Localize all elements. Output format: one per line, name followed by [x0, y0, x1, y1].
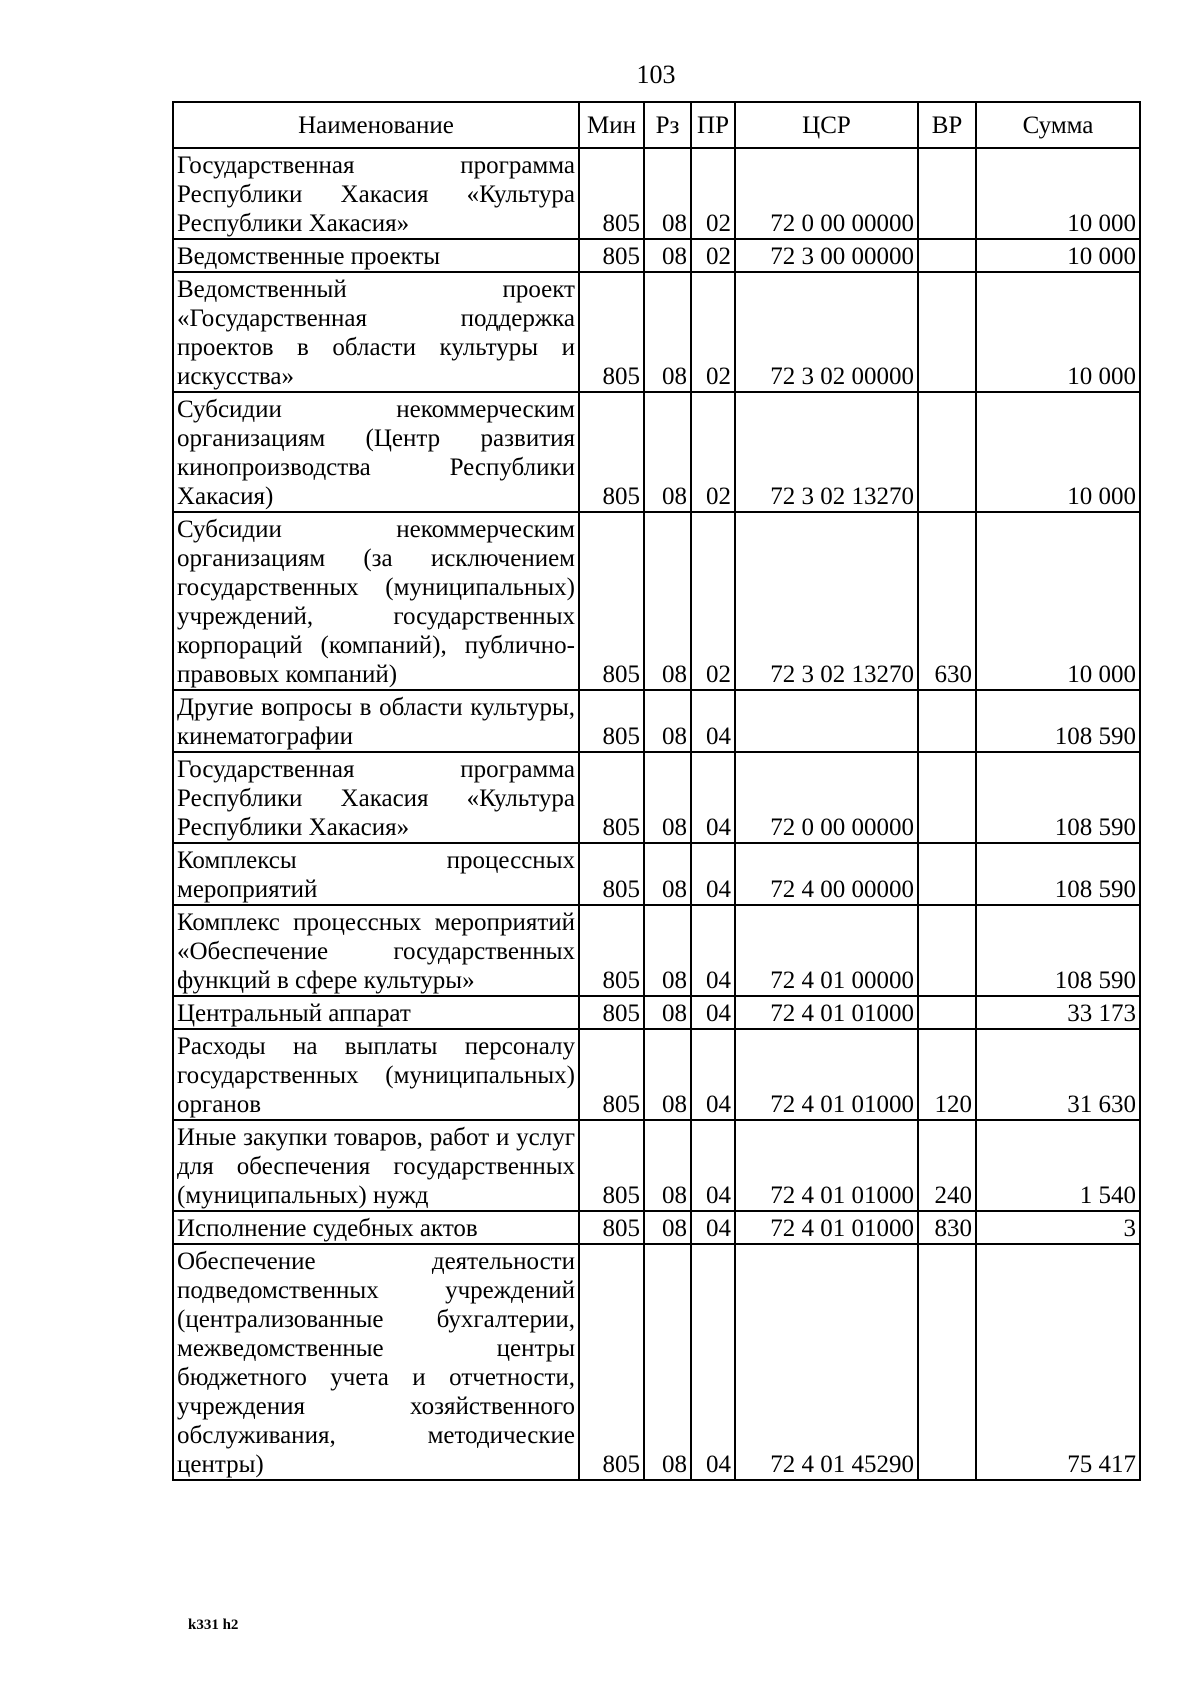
cell-rz: 08	[644, 1211, 691, 1244]
cell-pr: 04	[691, 752, 735, 843]
cell-csr: 72 4 00 00000	[735, 843, 918, 905]
cell-name: Государственная программа Республики Хакасия «Культура Республики Хакасия»	[173, 148, 579, 239]
cell-rz: 08	[644, 752, 691, 843]
cell-sum: 10 000	[976, 512, 1140, 690]
cell-sum: 108 590	[976, 690, 1140, 752]
cell-pr: 04	[691, 1244, 735, 1480]
cell-vr	[918, 843, 976, 905]
cell-rz: 08	[644, 905, 691, 996]
table-row	[173, 1029, 1140, 1120]
cell-csr: 72 0 00 00000	[735, 148, 918, 239]
header-rz: Рз	[644, 102, 691, 148]
cell-pr: 04	[691, 905, 735, 996]
cell-sum: 10 000	[976, 272, 1140, 392]
cell-pr: 02	[691, 148, 735, 239]
cell-pr: 04	[691, 843, 735, 905]
table-row	[173, 690, 1140, 752]
table-header-row	[173, 102, 1140, 148]
table-row	[173, 1244, 1140, 1480]
cell-vr	[918, 239, 976, 272]
cell-pr: 02	[691, 239, 735, 272]
cell-rz: 08	[644, 392, 691, 512]
cell-csr: 72 4 01 01000	[735, 1029, 918, 1120]
table-row	[173, 996, 1140, 1029]
cell-sum: 108 590	[976, 752, 1140, 843]
header-name: Наименование	[173, 102, 579, 148]
cell-name: Расходы на выплаты персоналу государственных (муниципальных) органов	[173, 1029, 579, 1120]
cell-pr: 04	[691, 1211, 735, 1244]
header-pr: ПР	[691, 102, 735, 148]
footer-code: k331 h2	[188, 1617, 239, 1633]
cell-name: Субсидии некоммерческим организациям (Центр развития кинопроизводства Республики Хакасия)	[173, 392, 579, 512]
cell-name: Субсидии некоммерческим организациям (за исключением государственных (муниципальных) учреждений, государственных корпораций (компаний), публично-правовых компаний)	[173, 512, 579, 690]
cell-csr: 72 4 01 01000	[735, 996, 918, 1029]
table-row	[173, 392, 1140, 512]
table-row	[173, 752, 1140, 843]
cell-pr: 04	[691, 1120, 735, 1211]
cell-pr: 02	[691, 272, 735, 392]
cell-sum: 3	[976, 1211, 1140, 1244]
table-row	[173, 905, 1140, 996]
cell-sum: 108 590	[976, 905, 1140, 996]
cell-vr	[918, 272, 976, 392]
cell-vr: 120	[918, 1029, 976, 1120]
cell-vr	[918, 690, 976, 752]
cell-pr: 04	[691, 996, 735, 1029]
cell-name: Другие вопросы в области культуры, кинематографии	[173, 690, 579, 752]
cell-name: Центральный аппарат	[173, 996, 579, 1029]
cell-csr: 72 3 00 00000	[735, 239, 918, 272]
cell-csr: 72 4 01 00000	[735, 905, 918, 996]
cell-vr	[918, 1244, 976, 1480]
cell-min: 805	[579, 690, 644, 752]
cell-rz: 08	[644, 690, 691, 752]
page-number: 103	[636, 60, 676, 89]
cell-sum: 108 590	[976, 843, 1140, 905]
cell-min: 805	[579, 905, 644, 996]
cell-sum: 31 630	[976, 1029, 1140, 1120]
cell-rz: 08	[644, 1029, 691, 1120]
cell-min: 805	[579, 752, 644, 843]
cell-sum: 10 000	[976, 239, 1140, 272]
budget-table	[172, 101, 1141, 1481]
cell-rz: 08	[644, 512, 691, 690]
cell-rz: 08	[644, 239, 691, 272]
table-row	[173, 239, 1140, 272]
cell-rz: 08	[644, 1120, 691, 1211]
header-csr: ЦСР	[735, 102, 918, 148]
cell-sum: 10 000	[976, 148, 1140, 239]
cell-pr: 04	[691, 690, 735, 752]
cell-sum: 1 540	[976, 1120, 1140, 1211]
cell-rz: 08	[644, 1244, 691, 1480]
cell-pr: 02	[691, 392, 735, 512]
cell-rz: 08	[644, 843, 691, 905]
cell-csr: 72 4 01 01000	[735, 1211, 918, 1244]
cell-pr: 02	[691, 512, 735, 690]
cell-min: 805	[579, 1244, 644, 1480]
cell-min: 805	[579, 272, 644, 392]
cell-name: Комплекс процессных мероприятий «Обеспечение государственных функций в сфере культуры»	[173, 905, 579, 996]
table-row	[173, 272, 1140, 392]
cell-vr: 830	[918, 1211, 976, 1244]
cell-csr	[735, 690, 918, 752]
cell-sum: 10 000	[976, 392, 1140, 512]
cell-name: Обеспечение деятельности подведомственных учреждений (централизованные бухгалтерии, межведомственные центры бюджетного учета и отчетности, учреждения хозяйственного обслуживания, методические центры)	[173, 1244, 579, 1480]
cell-vr	[918, 148, 976, 239]
cell-vr	[918, 996, 976, 1029]
cell-csr: 72 3 02 00000	[735, 272, 918, 392]
cell-min: 805	[579, 512, 644, 690]
cell-name: Ведомственный проект «Государственная поддержка проектов в области культуры и искусства»	[173, 272, 579, 392]
cell-vr: 630	[918, 512, 976, 690]
cell-min: 805	[579, 239, 644, 272]
cell-vr	[918, 392, 976, 512]
cell-name: Государственная программа Республики Хакасия «Культура Республики Хакасия»	[173, 752, 579, 843]
cell-csr: 72 4 01 45290	[735, 1244, 918, 1480]
header-min: Мин	[579, 102, 644, 148]
header-sum: Сумма	[976, 102, 1140, 148]
cell-rz: 08	[644, 148, 691, 239]
table-row	[173, 1211, 1140, 1244]
cell-name: Иные закупки товаров, работ и услуг для обеспечения государственных (муниципальных) нужд	[173, 1120, 579, 1211]
cell-sum: 33 173	[976, 996, 1140, 1029]
cell-name: Комплексы процессных мероприятий	[173, 843, 579, 905]
cell-min: 805	[579, 1029, 644, 1120]
cell-rz: 08	[644, 996, 691, 1029]
cell-min: 805	[579, 843, 644, 905]
cell-min: 805	[579, 996, 644, 1029]
cell-vr	[918, 905, 976, 996]
cell-csr: 72 0 00 00000	[735, 752, 918, 843]
cell-sum: 75 417	[976, 1244, 1140, 1480]
cell-vr: 240	[918, 1120, 976, 1211]
cell-min: 805	[579, 1120, 644, 1211]
cell-csr: 72 3 02 13270	[735, 512, 918, 690]
table-row	[173, 512, 1140, 690]
cell-name: Ведомственные проекты	[173, 239, 579, 272]
cell-min: 805	[579, 392, 644, 512]
table-row	[173, 1120, 1140, 1211]
table-row	[173, 148, 1140, 239]
table-row	[173, 843, 1140, 905]
cell-rz: 08	[644, 272, 691, 392]
cell-vr	[918, 752, 976, 843]
cell-name: Исполнение судебных актов	[173, 1211, 579, 1244]
cell-min: 805	[579, 1211, 644, 1244]
table-body	[173, 148, 1140, 1480]
cell-csr: 72 3 02 13270	[735, 392, 918, 512]
header-vr: ВР	[918, 102, 976, 148]
cell-csr: 72 4 01 01000	[735, 1120, 918, 1211]
cell-min: 805	[579, 148, 644, 239]
cell-pr: 04	[691, 1029, 735, 1120]
